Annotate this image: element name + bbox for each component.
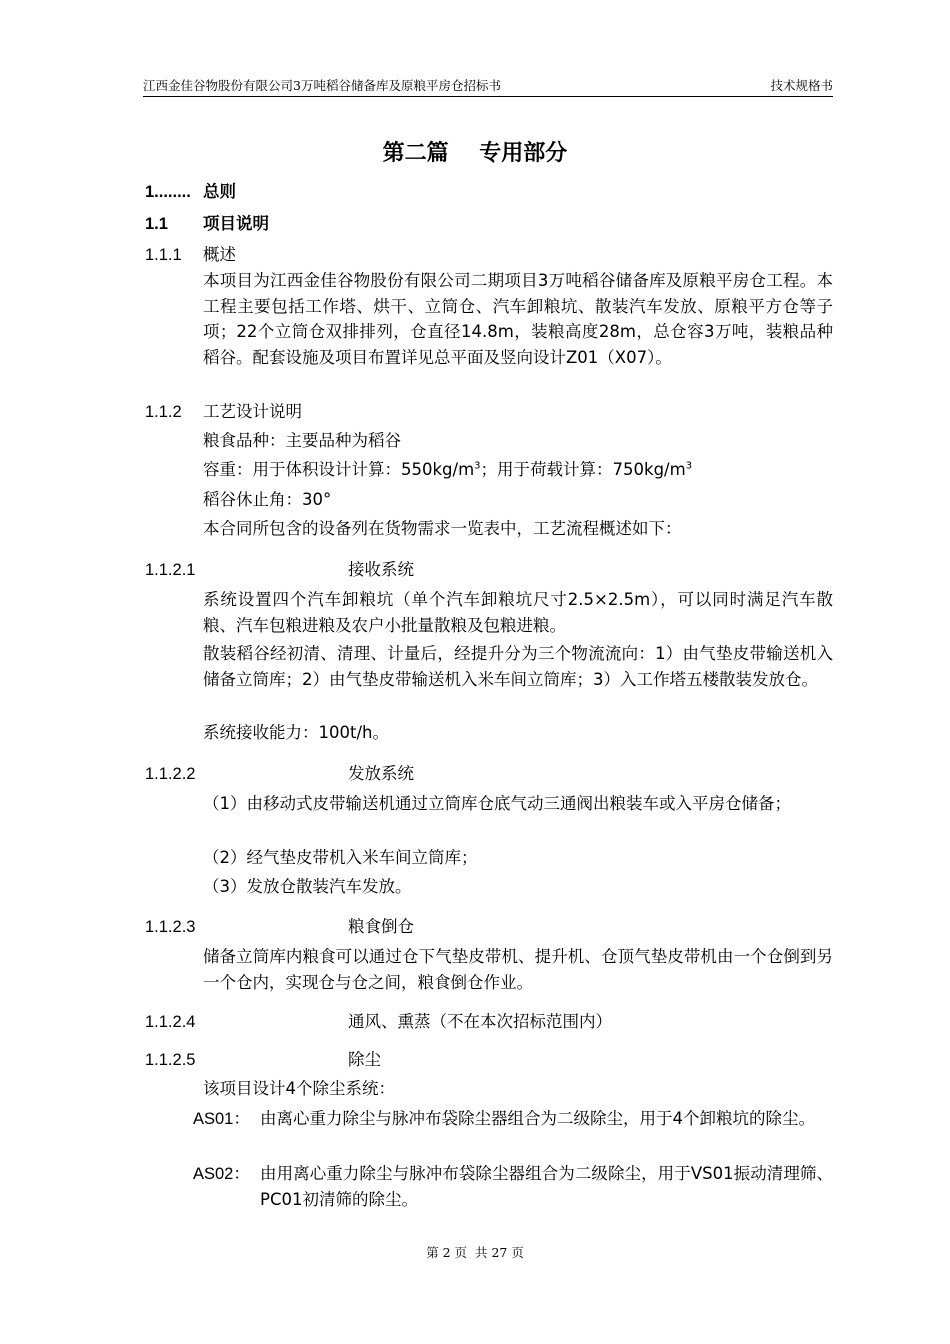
section-1-1-1-heading: 概述	[203, 245, 236, 264]
process-intro-line: 本合同所包含的设备列在货物需求一览表中，工艺流程概述如下：	[203, 519, 682, 538]
page-title: 第二篇 专用部分	[382, 141, 568, 166]
section-1-1-2-1-number: 1.1.2.1	[145, 561, 196, 579]
as01-description: 由离心重力除尘与脉冲布袋除尘器组合为二级除尘，用于4个卸粮坑的除尘。	[260, 1109, 815, 1128]
section-1-1-2-2-number: 1.1.2.2	[145, 765, 196, 783]
section-1-heading: 总则	[203, 182, 236, 201]
header-divider	[143, 96, 833, 97]
as02-code: AS02：	[193, 1165, 250, 1183]
section-1-1-number: 1.1	[145, 215, 168, 233]
section-1-1-2-4-heading: 通风、熏蒸（不在本次招标范围内）	[348, 1012, 612, 1031]
bulk-density-volume: 容重：用于体积设计计算：550kg/m	[203, 460, 475, 479]
grain-variety-line: 粮食品种：主要品种为稻谷	[203, 431, 401, 450]
bulk-density-line	[203, 457, 692, 483]
superscript-3: 3	[474, 460, 481, 472]
as02-description: 由用离心重力除尘与脉冲布袋除尘器组合为二级除尘，用于VS01振动清理筛、PC01初清筛的除尘。	[260, 1164, 833, 1209]
section-1-1-2-3-number: 1.1.2.3	[145, 918, 196, 936]
as01-code: AS01：	[193, 1110, 250, 1128]
grain-transfer-paragraph: 储备立筒库内粮食可以通过仓下气垫皮带机、提升机、仓顶气垫皮带机由一个仓倒到另一个仓内，实现仓与仓之间，粮食倒仓作业。	[203, 947, 833, 992]
overview-paragraph: 本项目为江西金佳谷物股份有限公司二期项目3万吨稻谷储备库及原粮平房仓工程。本工程主要包括工作塔、烘干、立筒仓、汽车卸粮坑、散装汽车发放、原粮平方仓等子项；22个立筒仓双排排列，仓直径14.8m，装粮高度28m，总仓容3万吨，装粮品种稻谷。配套设施及项目布置详见总平面及竖向设计Z01（X07）。	[203, 271, 833, 367]
repose-angle-line: 稻谷休止角：30°	[203, 490, 332, 509]
bulk-density-load: ；用于荷载计算：750kg/m	[480, 460, 686, 479]
superscript-3: 3	[685, 460, 693, 472]
section-1-1-2-5-heading: 除尘	[348, 1050, 381, 1069]
dispatch-item-1: （1）由移动式皮带输送机通过立筒库仓底气动三通阀出粮装车或入平房仓储备；	[203, 794, 791, 813]
section-1-1-heading: 项目说明	[203, 214, 269, 233]
dust-removal-intro: 该项目设计4个除尘系统：	[203, 1079, 395, 1098]
section-1-1-2-3-heading: 粮食倒仓	[348, 917, 414, 936]
page-footer: 第 2 页 共 27 页	[426, 1245, 524, 1260]
section-1-number: 1........	[145, 183, 191, 201]
section-1-1-2-5-number: 1.1.2.5	[145, 1051, 196, 1069]
receiving-paragraph-1: 系统设置四个汽车卸粮坑（单个汽车卸粮坑尺寸2.5×2.5m），可以同时满足汽车散粮、汽车包粮进粮及农户小批量散粮及包粮进粮。	[203, 590, 833, 635]
section-1-1-2-1-heading: 接收系统	[348, 560, 414, 579]
header-document-title: 江西金佳谷物股份有限公司3万吨稻谷储备库及原粮平房仓招标书	[143, 78, 501, 93]
receiving-capacity-line: 系统接收能力：100t/h。	[203, 723, 389, 742]
receiving-paragraph-2: 散装稻谷经初清、清理、计量后，经提升分为三个物流流向：1）由气垫皮带输送机入储备立筒库；2）由气垫皮带输送机入米车间立筒库；3）入工作塔五楼散装发放仓。	[203, 644, 833, 689]
dispatch-item-2: （2）经气垫皮带机入米车间立筒库；	[203, 848, 478, 867]
section-1-1-2-heading: 工艺设计说明	[203, 402, 302, 421]
page-header	[143, 76, 833, 94]
header-section-label: 技术规格书	[770, 78, 833, 93]
section-1-1-2-2-heading: 发放系统	[348, 764, 414, 783]
section-1-1-1-number: 1.1.1	[145, 246, 182, 264]
dispatch-item-3: （3）发放仓散装汽车发放。	[203, 877, 412, 896]
section-1-1-2-number: 1.1.2	[145, 403, 182, 421]
section-1-1-2-4-number: 1.1.2.4	[145, 1013, 196, 1031]
